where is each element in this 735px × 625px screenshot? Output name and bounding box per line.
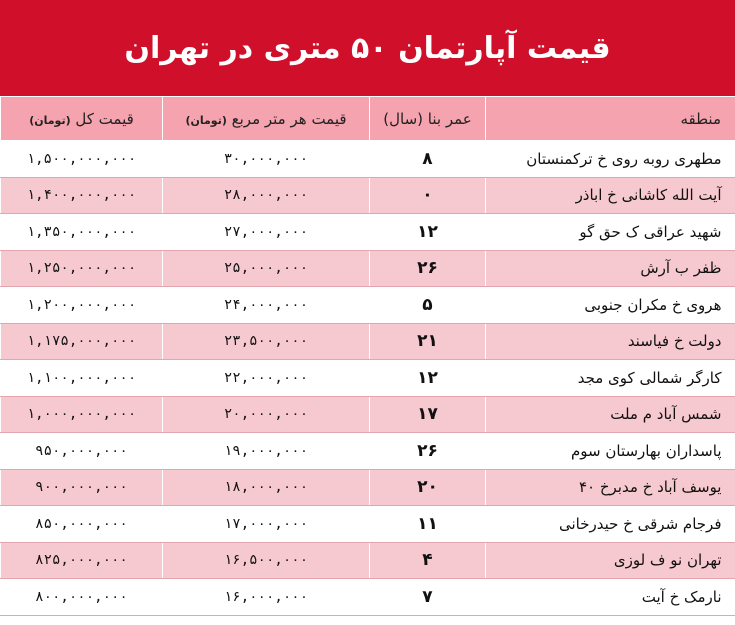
cell-total-price: ۹۰۰,۰۰۰,۰۰۰	[1, 469, 163, 506]
table-row	[1, 177, 735, 214]
cell-region: شمس آباد م ملت	[486, 396, 735, 433]
cell-price-per-meter: ۳۰,۰۰۰,۰۰۰	[163, 141, 370, 178]
table-row	[1, 396, 735, 433]
cell-price-per-meter: ۲۵,۰۰۰,۰۰۰	[163, 250, 370, 287]
cell-total-price: ۱,۲۰۰,۰۰۰,۰۰۰	[1, 287, 163, 324]
table-row	[1, 287, 735, 324]
header-price-per-meter	[163, 97, 370, 141]
cell-price-per-meter: ۱۷,۰۰۰,۰۰۰	[163, 506, 370, 543]
cell-region: دولت خ فیاسند	[486, 323, 735, 360]
cell-total-price: ۱,۲۵۰,۰۰۰,۰۰۰	[1, 250, 163, 287]
cell-age: ۱۷	[370, 396, 486, 433]
cell-age: ۱۱	[370, 506, 486, 543]
cell-total-price: ۸۵۰,۰۰۰,۰۰۰	[1, 506, 163, 543]
cell-age: ۵	[370, 287, 486, 324]
cell-age: ۱۲	[370, 214, 486, 251]
cell-age: ۲۱	[370, 323, 486, 360]
table-row	[1, 433, 735, 470]
cell-region: نارمک خ آیت	[486, 579, 735, 616]
table-row	[1, 579, 735, 616]
page-title: قیمت آپارتمان ۵۰ متری در تهران	[124, 30, 611, 66]
cell-price-per-meter: ۱۶,۰۰۰,۰۰۰	[163, 579, 370, 616]
table-row	[1, 360, 735, 397]
cell-price-per-meter: ۱۸,۰۰۰,۰۰۰	[163, 469, 370, 506]
cell-region: تهران نو ف لوزی	[486, 542, 735, 579]
cell-age: ۰	[370, 177, 486, 214]
cell-region: مطهری روبه روی خ ترکمنستان	[486, 141, 735, 178]
cell-total-price: ۱,۱۷۵,۰۰۰,۰۰۰	[1, 323, 163, 360]
price-table	[0, 96, 735, 616]
cell-age: ۴	[370, 542, 486, 579]
cell-age: ۱۲	[370, 360, 486, 397]
header-price-per-meter-unit: (تومان)	[185, 113, 227, 127]
cell-region: پاسداران بهارستان سوم	[486, 433, 735, 470]
cell-total-price: ۱,۴۰۰,۰۰۰,۰۰۰	[1, 177, 163, 214]
cell-region: کارگر شمالی کوی مجد	[486, 360, 735, 397]
cell-age: ۲۶	[370, 433, 486, 470]
cell-age: ۲۶	[370, 250, 486, 287]
cell-total-price: ۸۲۵,۰۰۰,۰۰۰	[1, 542, 163, 579]
header-age: عمر بنا (سال)	[370, 97, 486, 141]
header-total-price	[1, 97, 163, 141]
table-row	[1, 323, 735, 360]
cell-region: ظفر ب آرش	[486, 250, 735, 287]
cell-price-per-meter: ۲۳,۵۰۰,۰۰۰	[163, 323, 370, 360]
cell-total-price: ۱,۱۰۰,۰۰۰,۰۰۰	[1, 360, 163, 397]
cell-price-per-meter: ۲۲,۰۰۰,۰۰۰	[163, 360, 370, 397]
cell-age: ۲۰	[370, 469, 486, 506]
table-row	[1, 214, 735, 251]
title-bar	[0, 0, 735, 96]
cell-price-per-meter: ۲۴,۰۰۰,۰۰۰	[163, 287, 370, 324]
cell-total-price: ۱,۳۵۰,۰۰۰,۰۰۰	[1, 214, 163, 251]
cell-total-price: ۱,۰۰۰,۰۰۰,۰۰۰	[1, 396, 163, 433]
cell-region: فرجام شرقی خ حیدرخانی	[486, 506, 735, 543]
table-row	[1, 506, 735, 543]
header-total-price-unit: (تومان)	[29, 113, 71, 127]
header-price-per-meter-label: قیمت هر متر مربع	[231, 109, 347, 128]
cell-price-per-meter: ۱۶,۵۰۰,۰۰۰	[163, 542, 370, 579]
cell-price-per-meter: ۱۹,۰۰۰,۰۰۰	[163, 433, 370, 470]
cell-region: شهید عراقی ک حق گو	[486, 214, 735, 251]
table-header-row	[1, 97, 735, 141]
cell-total-price: ۱,۵۰۰,۰۰۰,۰۰۰	[1, 141, 163, 178]
table-row	[1, 141, 735, 178]
cell-region: یوسف آباد خ مدبرخ ۴۰	[486, 469, 735, 506]
cell-region: هروی خ مکران جنوبی	[486, 287, 735, 324]
cell-price-per-meter: ۲۰,۰۰۰,۰۰۰	[163, 396, 370, 433]
table-row	[1, 469, 735, 506]
cell-total-price: ۹۵۰,۰۰۰,۰۰۰	[1, 433, 163, 470]
cell-price-per-meter: ۲۷,۰۰۰,۰۰۰	[163, 214, 370, 251]
cell-price-per-meter: ۲۸,۰۰۰,۰۰۰	[163, 177, 370, 214]
table-row	[1, 250, 735, 287]
cell-age: ۷	[370, 579, 486, 616]
cell-region: آیت الله کاشانی خ اباذر	[486, 177, 735, 214]
table-row	[1, 542, 735, 579]
header-total-price-label: قیمت کل	[75, 109, 134, 128]
header-region: منطقه	[486, 97, 735, 141]
cell-age: ۸	[370, 141, 486, 178]
cell-total-price: ۸۰۰,۰۰۰,۰۰۰	[1, 579, 163, 616]
